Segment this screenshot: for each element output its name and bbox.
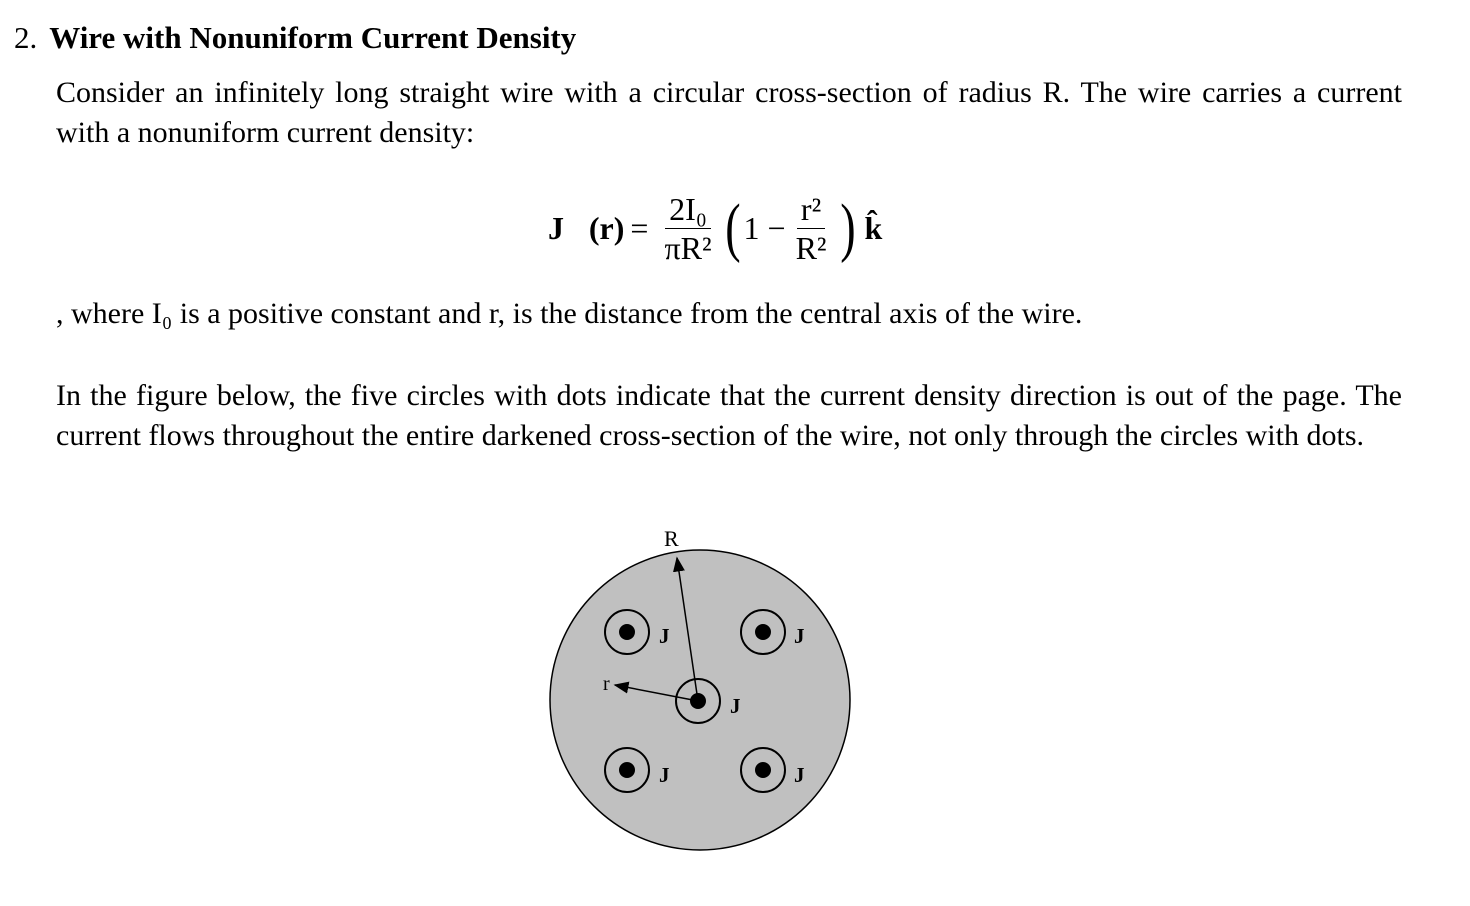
eq-ratio-numerator: r² [797,190,825,229]
eq-coef-denominator: πR² [664,229,712,266]
current-density-equation [548,178,888,278]
eq-coef-numerator: 2I₀ [665,190,711,229]
eq-coefficient [660,190,715,267]
problem-title: Wire with Nonuniform Current Density [49,20,577,55]
eq-ratio [792,190,831,267]
eq-unit-vector: k̂ [864,209,883,246]
current-label: J [794,624,805,648]
radius-label: R [664,526,679,551]
problem-heading [14,16,576,60]
problem-number: 2. [14,20,38,55]
r-label: r [603,673,610,695]
eq-one-minus: 1 − [743,209,786,246]
figure-description-paragraph: In the figure below, the five circles with dots indicate that the current density direction is out of the page. The current flows throughout the entire darkened cross-section of the wire, not only through the circles with dots. [56,379,1402,452]
eq-left-paren: ( [724,191,741,264]
wire-diagram-svg [540,520,870,860]
eq-ratio-denominator: R² [795,229,827,266]
intro-paragraph: Consider an infinitely long straight wire with a circular cross-section of radius R. The wire carries a current with a nonuniform current density: [56,76,1402,149]
current-label: J [659,624,670,648]
current-label: J [730,694,741,718]
eq-lhs: J⃗(r) [548,209,625,246]
current-label: J [659,763,670,787]
eq-right-paren: ) [839,191,856,264]
wire-cross-section-figure [540,520,870,864]
current-label: J [794,763,805,787]
where-paragraph: , where I₀ is a positive constant and r, is the distance from the central axis of the wire. [56,297,1083,330]
eq-equals: = [630,209,649,246]
